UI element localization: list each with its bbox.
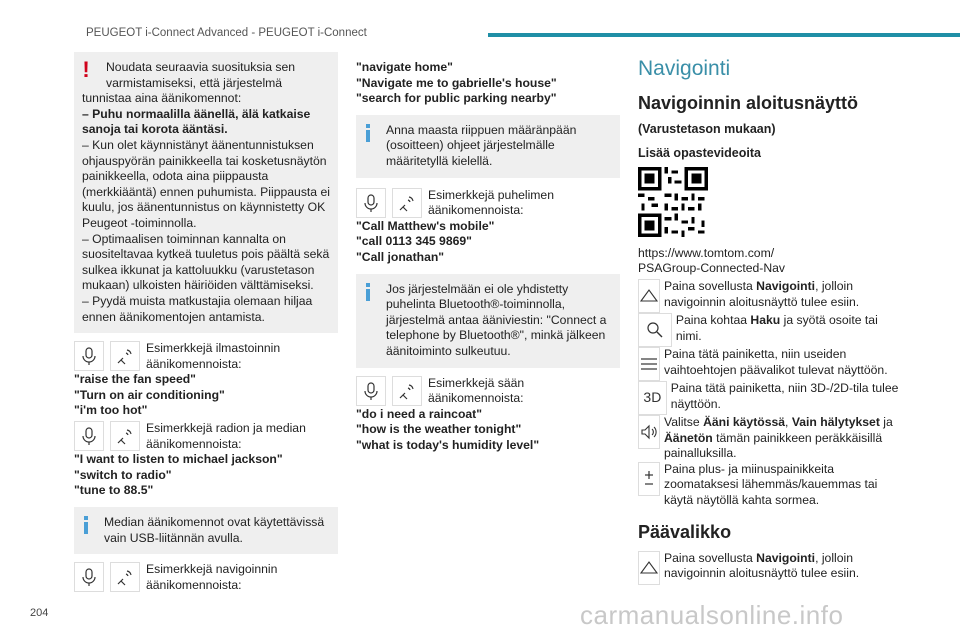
climate-title: Esimerkkejä ilmastoinnin äänikomennoista: [146, 341, 281, 371]
media-info-text: Median äänikomennot ovat käytettävissä vain USB-liitännän avulla. [104, 515, 325, 545]
radio-example [74, 421, 338, 499]
warning-box [74, 52, 338, 333]
warning-line-2: varmistamiseksi, että järjestelmä [106, 75, 283, 90]
search-row [638, 313, 906, 347]
weather-example [356, 376, 620, 454]
bullet-3: – Optimaalisen toiminnan kannalta on suositeltavaa kytkeä tuuletus pois päältä sekä sulkea ikkunat ja kattoluukku (varustetason mukaan) ulkoisten häiriöiden välttämiseksi. [82, 231, 330, 293]
tomtom-url[interactable]: https://www.tomtom.com/ PSAGroup-Connected-Nav [638, 245, 785, 276]
subheading-equipment: (Varustetason mukaan) [638, 122, 776, 136]
chevron-up-icon [638, 279, 660, 313]
info-icon [82, 516, 90, 534]
climate-cmd-2: "Turn on air conditioning" [74, 387, 225, 402]
nav-app-text: Paina sovellusta Navigointi, jolloin navigoinnin aloitusnäyttö tulee esiin. [664, 278, 860, 309]
microphone-icon [74, 341, 104, 371]
nav-cmd-2: "Navigate me to gabrielle's house" [356, 75, 557, 90]
sound-row [638, 415, 906, 462]
bluetooth-info-box [356, 274, 620, 368]
climate-cmd-3: "i'm too hot" [74, 403, 148, 418]
weather-cmd-2: "how is the weather tonight" [356, 422, 522, 437]
weather-cmd-1: "do i need a raincoat" [356, 406, 483, 421]
nav-cmd-1: "navigate home" [356, 60, 453, 74]
qr-code [638, 167, 906, 242]
warning-icon: ! [82, 57, 90, 82]
menu-text: Paina tätä painiketta, niin useiden vaihtoehtojen päävalikot tulevat näyttöön. [664, 346, 888, 377]
phone-cmd-3: "Call jonathan" [356, 249, 445, 264]
microphone-icon [74, 421, 104, 451]
info-icon [364, 283, 372, 301]
radio-cmd-1: "I want to listen to michael jackson" [74, 452, 283, 467]
search-text: Paina kohtaa Haku ja syötä osoite tai nimi. [675, 312, 878, 343]
page-header: PEUGEOT i-Connect Advanced - PEUGEOT i-Connect [86, 27, 367, 39]
microphone-icon [356, 376, 386, 406]
voice-command-icon [110, 562, 140, 592]
column-1 [74, 52, 338, 593]
address-info-box [356, 115, 620, 178]
menu-row [638, 347, 906, 381]
speaker-icon [638, 415, 660, 449]
info-icon [364, 124, 372, 142]
address-info-text: Anna maasta riippuen määränpään (osoitteen) ohjeet järjestelmälle määritetyllä kielellä. [386, 122, 577, 168]
radio-cmd-2: "switch to radio" [74, 467, 172, 482]
microphone-icon [74, 562, 104, 592]
section-title: Navigointi [638, 57, 731, 80]
nav-start-heading: Navigoinnin aloitusnäyttö [638, 93, 859, 113]
voice-command-icon [392, 188, 422, 218]
subheading-videos: Lisää opastevideoita [638, 145, 761, 160]
page-number: 204 [30, 607, 49, 619]
3d-text: Paina tätä painiketta, niin 3D-/2D-tila tulee näyttöön. [670, 380, 899, 411]
nav-example [74, 562, 338, 593]
main-menu-heading: Päävalikko [638, 521, 732, 542]
column-3 [638, 56, 906, 585]
zoom-text: Paina plus- ja miinuspainikkeita zoomataksesi lähemmäs/kauemmas tai käytä näytöllä kahta sormea. [664, 461, 878, 507]
weather-title: Esimerkkejä sään äänikomennoista: [428, 375, 525, 406]
phone-example [356, 188, 620, 266]
bullet-1: – Puhu normaalilla äänellä, älä katkaise sanoja tai korota ääntäsi. [82, 106, 311, 137]
main-menu-text: Paina sovellusta Navigointi, jolloin navigoinnin aloitusnäyttö tulee esiin. [664, 550, 860, 581]
search-icon [638, 313, 672, 347]
3d-icon: 3D [638, 381, 667, 415]
menu-icon [638, 347, 660, 381]
zoom-row [638, 462, 906, 509]
watermark: carmanualsonline.info [580, 600, 844, 630]
weather-cmd-3: "what is today's humidity level" [356, 437, 540, 452]
sound-text: Valitse Ääni käytössä, Vain hälytykset ja Äänetön tämän painikkeen peräkkäisillä painalluksilla. [664, 414, 893, 461]
main-menu-row [638, 551, 906, 585]
microphone-icon [356, 188, 386, 218]
phone-cmd-2: "call 0113 345 9869" [356, 234, 472, 249]
3d-row [638, 381, 906, 415]
column-2 [356, 60, 620, 453]
radio-title: Esimerkkejä radion ja median äänikomennoista: [146, 421, 306, 451]
bullet-4: – Pyydä muista matkustajia olemaan hiljaa ennen äänikomentojen antamista. [82, 293, 313, 324]
climate-cmd-1: "raise the fan speed" [74, 372, 196, 387]
warning-line-1: Noudata seuraavia suosituksia sen [106, 60, 296, 74]
zoom-plus-minus-icon [638, 462, 660, 496]
nav-app-row [638, 279, 906, 313]
voice-command-icon [392, 376, 422, 406]
voice-command-icon [110, 341, 140, 371]
phone-title: Esimerkkejä puhelimen äänikomennoista: [428, 187, 554, 218]
phone-cmd-1: "Call Matthew's mobile" [356, 218, 495, 233]
nav-cmd-3: "search for public parking nearby" [356, 91, 557, 106]
voice-command-icon [110, 421, 140, 451]
bluetooth-info-text: Jos järjestelmään ei ole yhdistetty puhelinta Bluetooth®-toiminnolla, järjestelmä antaa ääniviestin: "Connect a telephone by Bluetooth®", minkä jälkeen äänitoiminto sulkeutuu. [386, 281, 607, 358]
chevron-up-icon [638, 551, 660, 585]
climate-example [74, 341, 338, 419]
radio-cmd-3: "tune to 88.5" [74, 483, 154, 498]
nav-title: Esimerkkejä navigoinnin äänikomennoista: [146, 562, 278, 592]
warning-line-3: tunnistaa aina äänikomennot: [82, 91, 242, 106]
header-bar [488, 33, 960, 37]
bullet-2: – Kun olet käynnistänyt äänentunnistuksen ohjauspyörän painikkeella tai kosketusnäytön painikkeella, odota aina piippausta (merkkiääntä) ennen puhumista. Piippausta ei kuulu, jos äänentunnistus on käynnistetty OK Peugeot -toiminnolla. [82, 137, 330, 230]
media-info-box [74, 507, 338, 554]
